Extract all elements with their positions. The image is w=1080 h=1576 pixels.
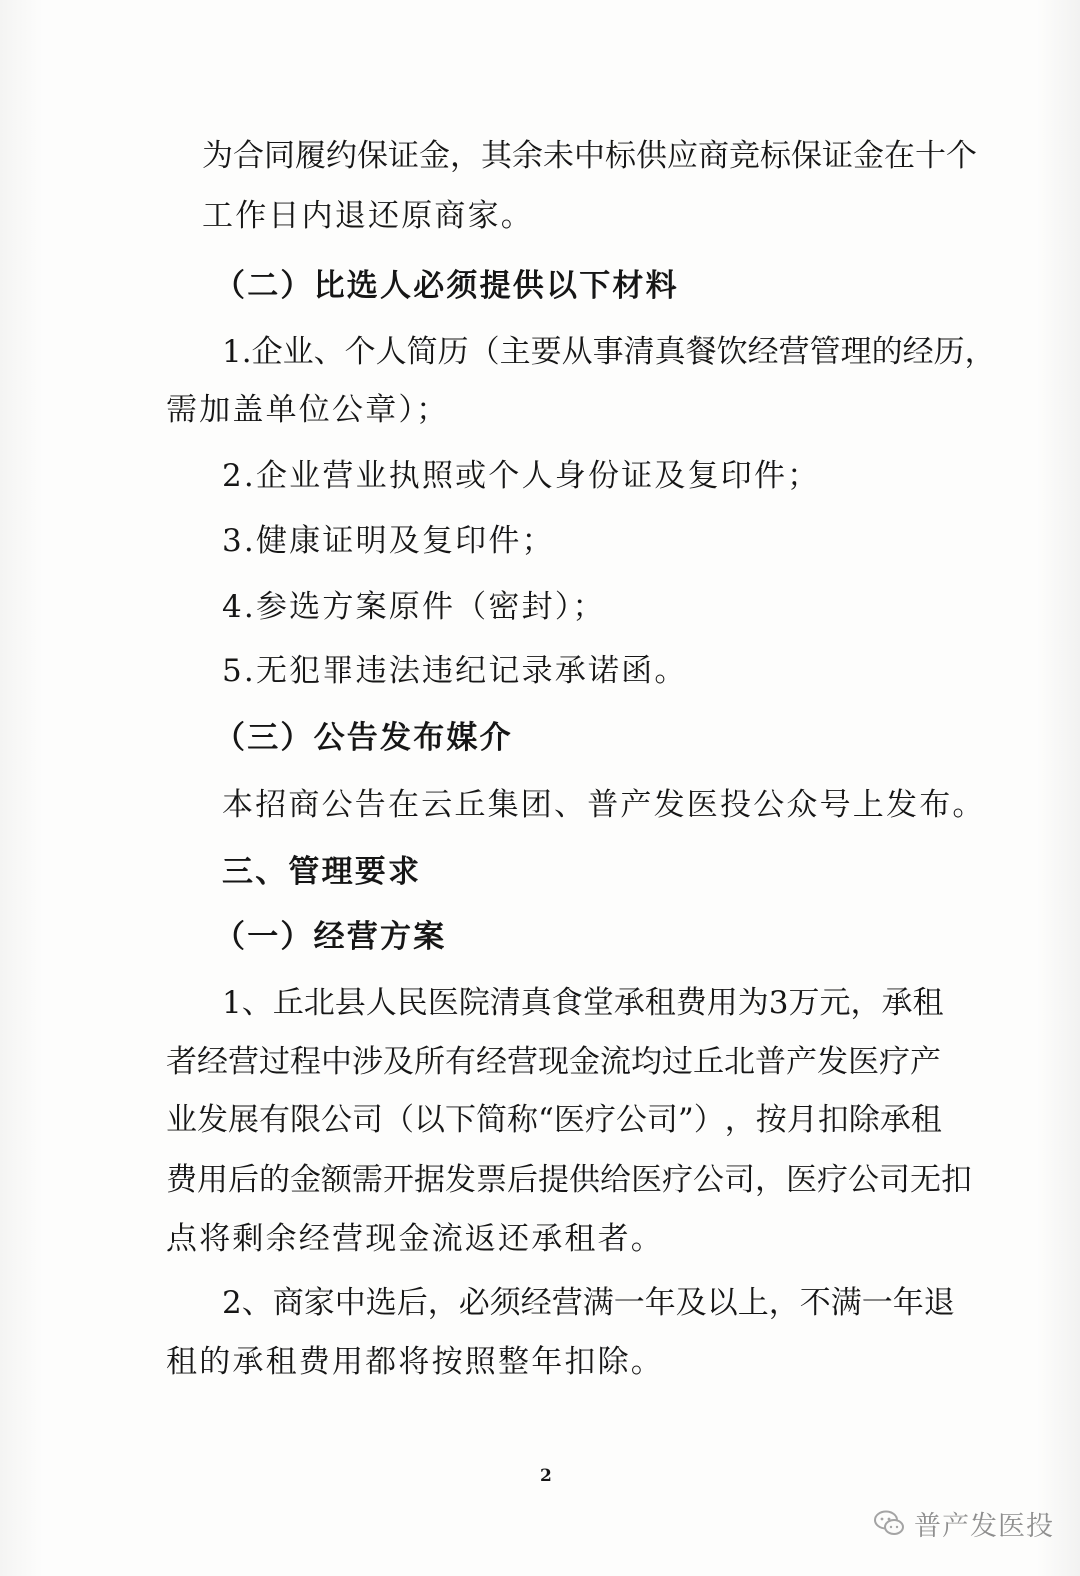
business-plan-item-1-line-2: 者 经 营 过 程 中 涉 及 所 有 经 营 现 金 流 均 过 丘 北 普 产 发 医 疗 产: [166, 1044, 941, 1080]
body-line-2: 工作日内退还原商家。: [202, 198, 534, 234]
material-item-3: 3.健康证明及复印件；: [222, 523, 555, 559]
material-item-1-continued: 需加盖单位公章）；: [166, 392, 450, 428]
section-heading-management: 三、管理要求: [222, 854, 422, 890]
wechat-watermark: [872, 1500, 1062, 1546]
business-plan-item-1-line-1: 1 、 丘 北 县 人 民 医 院 清 真 食 堂 承 租 费 用 为 3 万 元 ， 承 租: [222, 985, 944, 1021]
section-heading-media: （三）公告发布媒介: [214, 720, 513, 756]
business-plan-item-2-line-1: 2 、 商 家 中 选 后 ， 必 须 经 营 满 一 年 及 以 上 ， 不 满 一 年 退: [222, 1285, 955, 1321]
wechat-icon: [872, 1508, 906, 1538]
subsection-heading-business-plan: （一）经营方案: [214, 919, 447, 955]
business-plan-item-1-line-5: 点将剩余经营现金流返还承租者。: [166, 1221, 664, 1257]
wechat-account-name: 普产发医投: [914, 1510, 1054, 1542]
section-heading-materials: （二）比选人必须提供以下材料: [214, 268, 679, 304]
material-item-1: 1 . 企 业 、 个 人 简 历 （ 主 要 从 事 清 真 餐 饮 经 营 管 理 的 经 历 ，: [222, 334, 996, 370]
business-plan-item-2-line-2: 租的承租费用都将按照整年扣除。: [166, 1344, 664, 1380]
material-item-2: 2.企业营业执照或个人身份证及复印件；: [222, 458, 821, 494]
body-line-1: 为 合 同 履 约 保 证 金 ， 其 余 未 中 标 供 应 商 竞 标 保 证 金 在 十 个: [202, 138, 977, 174]
business-plan-item-1-line-4: 费 用 后 的 金 额 需 开 据 发 票 后 提 供 给 医 疗 公 司 ， 医 疗 公 司 无 扣: [166, 1162, 972, 1198]
page-number: 2: [540, 1466, 552, 1486]
business-plan-item-1-line-3: 业 发 展 有 限 公 司 （ 以 下 简 称 “ 医 疗 公 司 ” ） ， 按 月 扣 除 承 租: [166, 1102, 942, 1138]
material-item-4: 4.参选方案原件（密封）；: [222, 589, 606, 625]
material-item-5: 5.无犯罪违法违纪记录承诺函。: [222, 653, 688, 689]
media-paragraph: 本招商公告在云丘集团、普产发医投公众号上发布。: [222, 787, 986, 823]
